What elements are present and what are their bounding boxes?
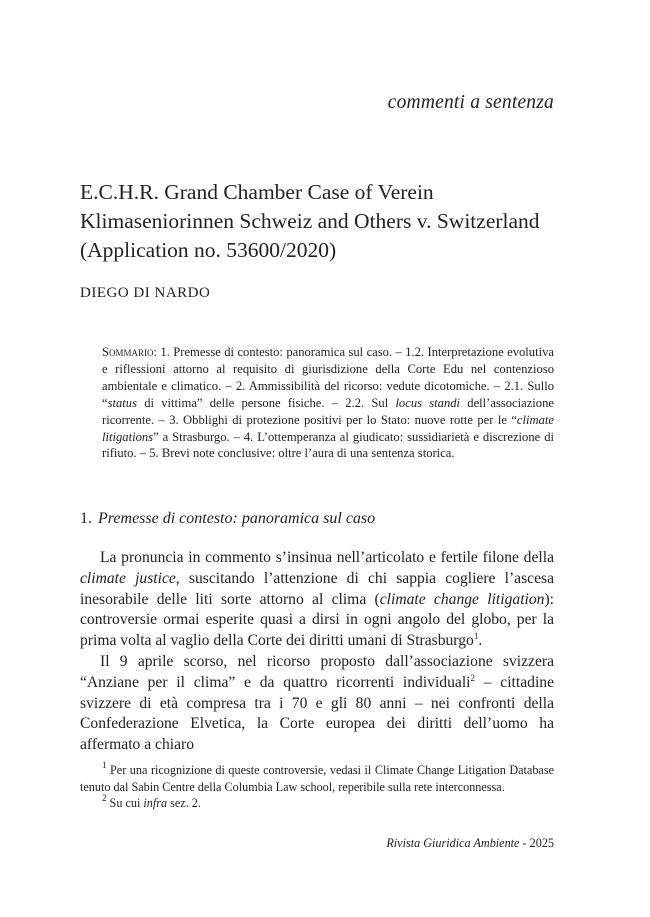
footnote-text: Per una ricognizione di queste controversie, vedasi il Climate Change Litigation Database tenuto dal Sabin Centre della Columbia Law school, reperibile sulla rete interconnessa. <box>80 763 554 794</box>
body-text-run: La pronuncia in commento s’insinua nell’articolato e fertile filone della <box>100 549 554 566</box>
body-text-run: ): controversie ormai esperite quasi a dirsi in ogni angolo del globo, per la prima volta al vaglio della Corte dei diritti umani di Strasburgo <box>80 590 554 650</box>
body-text-run: . <box>478 632 483 650</box>
body-text-run: Il 9 aprile scorso, nel ricorso proposto dall’associazione svizzera “Anziane per il clima” e da quattro ricorrenti individuali <box>80 652 554 691</box>
body-text-run: – cittadine svizzere di età compresa tra i 70 e gli 80 anni – nei confronti della Confederazione Elvetica, la Corte europea dei diritti dell’uomo ha affermato a chiaro <box>80 673 554 754</box>
running-footer <box>386 836 554 851</box>
body-italic: climate change litigation <box>379 590 545 608</box>
journal-name: Rivista Giuridica Ambiente <box>386 836 520 850</box>
footnote-number: 1 <box>102 760 107 770</box>
section-heading <box>80 510 375 528</box>
title-line-2: Klimaseniorinnen Schweiz and Others v. Switzerland <box>80 209 540 233</box>
summary-italic: locus standi <box>395 395 461 410</box>
summary-italic: status <box>107 395 137 410</box>
footnote-1 <box>80 762 554 795</box>
article-title <box>80 178 580 265</box>
footnote-number: 2 <box>102 793 107 804</box>
footnote-text: sez. 2. <box>167 796 201 811</box>
footnote-italic: infra <box>143 796 168 811</box>
footnote-2 <box>80 795 554 812</box>
section-tag: commenti a sentenza <box>387 92 554 113</box>
footer-year: 2025 <box>529 836 554 850</box>
body-text <box>80 548 554 756</box>
footnote-ref[interactable]: 1 <box>473 631 479 642</box>
body-paragraph <box>80 548 554 652</box>
body-italic: climate justice <box>80 569 176 587</box>
summary-text: dell’associazione ricorrente. – 3. Obblighi di protezione positivi per lo Stato: nuove rotte per le “ <box>102 395 554 427</box>
summary-text: 1. Premesse di contesto: panoramica sul caso. – 1.2. Interpretazione evolutiva e riflessioni attorno al requisito di giurisdizione della Corte Edu nel contenzioso ambientale e climatico. – 2. Ammissibilità del ricorso: vedute dicotomiche. – 2.1. Sullo “ <box>102 345 554 410</box>
summary-italic: climate litigations <box>102 412 554 444</box>
title-line-3: (Application no. 53600/2020) <box>80 238 337 262</box>
footnote-ref[interactable]: 2 <box>470 672 475 683</box>
title-line-1: E.C.H.R. Grand Chamber Case of Verein <box>80 180 434 204</box>
summary-label: Sommario: <box>102 345 158 359</box>
section-number: 1. <box>80 510 92 527</box>
summary-text: di vittima” delle persone fisiche. – 2.2. Sul <box>137 395 396 410</box>
summary-abstract <box>102 344 554 462</box>
body-text-run: , suscitando l’attenzione di chi sappia cogliere l’ascesa inesorabile delle liti sorte attorno al clima ( <box>80 569 554 608</box>
author-name: DIEGO DI NARDO <box>80 285 211 301</box>
footer-separator: - <box>519 836 530 850</box>
footnote-text: Su cui <box>106 796 144 811</box>
footnotes <box>80 762 554 812</box>
section-heading-text: Premesse di contesto: panoramica sul caso <box>98 510 376 527</box>
summary-text: ” a Strasburgo. – 4. L’ottemperanza al giudicato: sussidiarietà e discrezione di rifiuto. – 5. Brevi note conclusive: oltre l’aura di una sentenza storica. <box>102 429 554 461</box>
body-paragraph <box>80 652 554 756</box>
